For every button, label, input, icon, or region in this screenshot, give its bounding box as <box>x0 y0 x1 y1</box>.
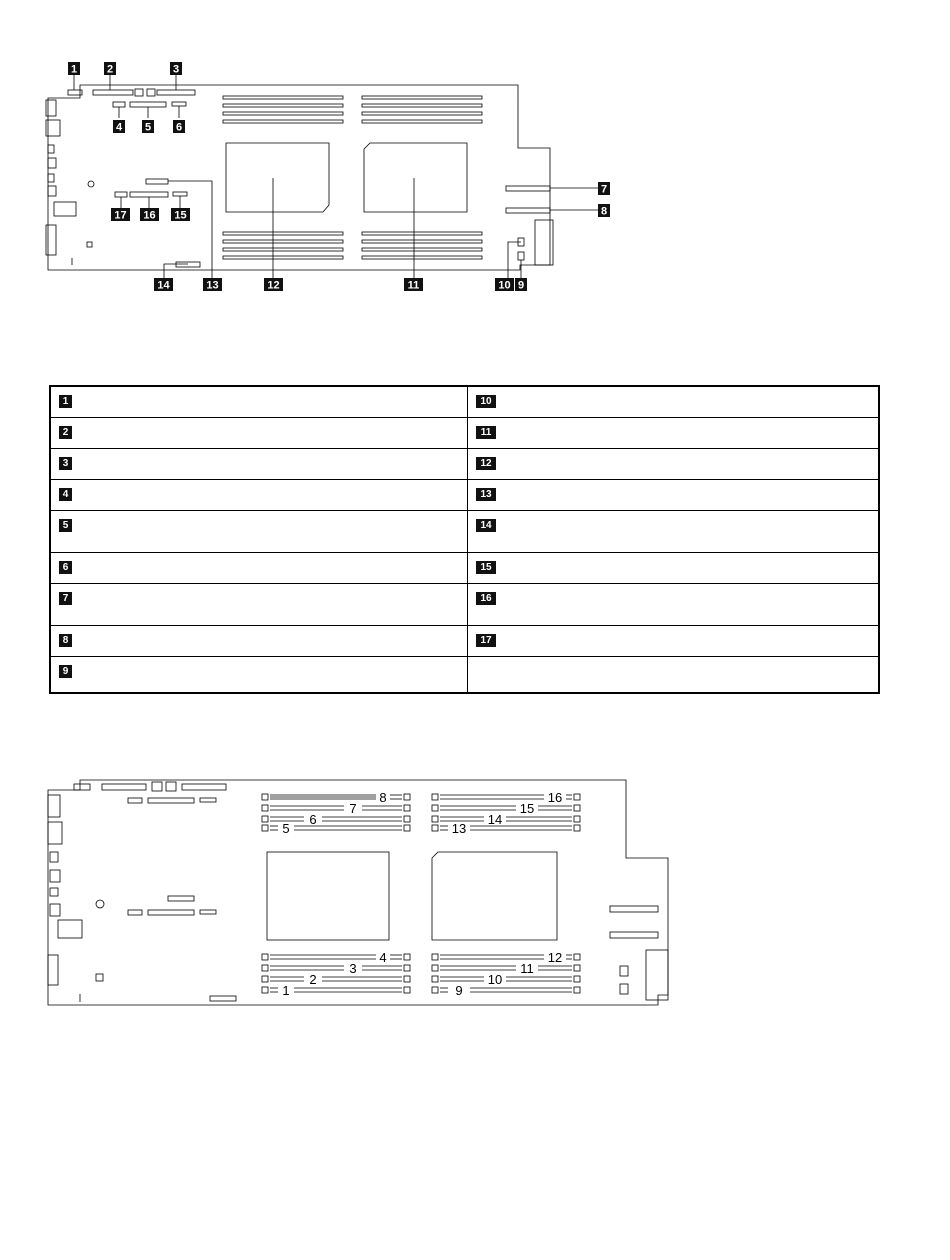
connector-17 <box>115 192 127 197</box>
rear-port <box>48 955 58 985</box>
callout-2 <box>104 62 116 76</box>
callout-17 <box>111 208 130 222</box>
rear-port <box>48 822 62 844</box>
callout-badges <box>68 62 610 292</box>
legend-row-4-left <box>51 480 468 511</box>
rear-port <box>48 795 60 817</box>
callout-13 <box>203 278 222 292</box>
legend-badge: 15 <box>476 561 496 574</box>
callout-16 <box>140 208 159 222</box>
callout-6 <box>173 120 185 134</box>
rear-port <box>58 920 82 938</box>
svg-text:1: 1 <box>70 63 78 76</box>
dimm-label-6: 6 <box>309 812 317 827</box>
screw-hole <box>88 181 94 187</box>
legend-row-5-right <box>468 511 878 553</box>
legend-row-2-right <box>468 418 878 449</box>
connector-5 <box>130 102 166 107</box>
rear-port <box>46 100 56 116</box>
svg-text:16: 16 <box>143 209 156 222</box>
legend-badge: 5 <box>59 519 72 532</box>
dimm-label-7: 7 <box>349 801 357 816</box>
board-outline <box>48 85 550 270</box>
jumper <box>87 242 92 247</box>
legend-badge: 9 <box>59 665 72 678</box>
dimm-slot-11 <box>432 965 580 971</box>
legend-row-6-right <box>468 553 878 584</box>
legend-row-6-left <box>51 553 468 584</box>
dimm-label-5: 5 <box>282 821 290 836</box>
dimm-label-1: 1 <box>282 983 290 998</box>
callout-7 <box>598 182 610 196</box>
processor-socket-2 <box>432 852 557 940</box>
legend-row-8-left <box>51 626 468 657</box>
connector-7 <box>506 186 550 191</box>
legend-badge: 1 <box>59 395 72 408</box>
legend-row-3-left <box>51 449 468 480</box>
legend-badge: 8 <box>59 634 72 647</box>
rear-port <box>50 870 60 882</box>
dimm-slot-3 <box>262 965 410 971</box>
dimm-label-12: 12 <box>547 950 563 965</box>
svg-text:3: 3 <box>172 63 180 76</box>
svg-text:6: 6 <box>175 121 183 134</box>
dimm-label-2: 2 <box>309 972 317 987</box>
legend-badge: 4 <box>59 488 72 501</box>
processor-socket-2 <box>364 143 467 212</box>
legend-badge: 12 <box>476 457 496 470</box>
dimm-label-9: 9 <box>455 983 463 998</box>
legend-badge: 2 <box>59 426 72 439</box>
rear-port <box>48 158 56 168</box>
legend-row-7-left <box>51 584 468 626</box>
svg-text:4: 4 <box>115 121 123 134</box>
svg-text:15: 15 <box>174 209 187 222</box>
legend-row-7-right <box>468 584 878 626</box>
callout-11 <box>404 278 423 292</box>
dimm-bank-top-right <box>362 96 482 123</box>
dimm-slot-10 <box>432 976 580 982</box>
dimm-bank-bottom-left <box>223 232 343 259</box>
callout-5 <box>142 120 154 134</box>
callout-14 <box>154 278 173 292</box>
callout-8 <box>598 204 610 218</box>
legend-row-4-right <box>468 480 878 511</box>
svg-text:12: 12 <box>267 279 280 292</box>
svg-text:7: 7 <box>600 183 608 196</box>
callout-10 <box>495 278 514 292</box>
legend-row-9-right <box>468 657 878 692</box>
rear-port <box>50 888 58 896</box>
callout-4 <box>113 120 125 134</box>
svg-text:2: 2 <box>106 63 114 76</box>
connector-6 <box>172 102 186 106</box>
legend-badge: 10 <box>476 395 496 408</box>
svg-text:5: 5 <box>144 121 152 134</box>
legend-badge: 11 <box>476 426 496 439</box>
rear-port <box>48 145 54 153</box>
connector-16 <box>130 192 168 197</box>
dimm-bank-top-left <box>223 96 343 123</box>
legend-row-1-right <box>468 387 878 418</box>
legend-row-5-left <box>51 511 468 553</box>
legend-badge: 7 <box>59 592 72 605</box>
rear-port <box>48 174 54 182</box>
dimm-slot-4 <box>262 954 410 960</box>
dimm-slot-8 <box>262 794 410 800</box>
processor-socket-1 <box>267 852 389 940</box>
small-chip <box>147 89 155 96</box>
legend-row-9-left <box>51 657 468 692</box>
legend-badge: 17 <box>476 634 496 647</box>
svg-text:9: 9 <box>517 279 525 292</box>
legend-badge: 16 <box>476 592 496 605</box>
dimm-slot-15 <box>432 805 580 811</box>
connector-2 <box>93 90 133 95</box>
small-chip <box>135 89 143 96</box>
rear-port <box>50 852 58 862</box>
connector-3 <box>157 90 195 95</box>
svg-text:8: 8 <box>600 205 608 218</box>
dimm-label-4: 4 <box>379 950 387 965</box>
legend-badge: 13 <box>476 488 496 501</box>
dimm-bank-bottom-right <box>362 232 482 259</box>
dimm-label-10: 10 <box>487 972 503 987</box>
jumper <box>96 974 103 981</box>
connector-9 <box>518 252 524 260</box>
callout-1 <box>68 62 80 76</box>
callout-9 <box>515 278 527 292</box>
legend-badge: 3 <box>59 457 72 470</box>
dimm-slot-2 <box>262 976 410 982</box>
dimm-slot-numbering-diagram <box>40 770 680 1015</box>
dimm-label-13: 13 <box>451 821 467 836</box>
dimm-label-8: 8 <box>379 790 387 805</box>
dimm-slot-7 <box>262 805 410 811</box>
connector-13 <box>146 179 168 184</box>
dimm-label-3: 3 <box>349 961 357 976</box>
legend-row-1-left <box>51 387 468 418</box>
connector-14 <box>176 262 200 267</box>
legend-row-8-right <box>468 626 878 657</box>
connector-15 <box>173 192 187 196</box>
svg-text:11: 11 <box>407 279 420 292</box>
dimm-label-11: 11 <box>520 961 534 976</box>
callout-12 <box>264 278 283 292</box>
callout-legend-table <box>49 385 880 694</box>
connector-8 <box>506 208 550 213</box>
rear-port <box>50 904 60 916</box>
legend-row-2-left <box>51 418 468 449</box>
svg-text:13: 13 <box>206 279 219 292</box>
callout-15 <box>171 208 190 222</box>
processor-socket-1 <box>226 143 329 212</box>
svg-text:17: 17 <box>114 209 127 222</box>
rear-port <box>54 202 76 216</box>
rear-port <box>48 186 56 196</box>
rear-port <box>46 225 56 255</box>
dimm-label-15: 15 <box>519 801 535 816</box>
legend-badge: 14 <box>476 519 496 532</box>
callout-3 <box>170 62 182 76</box>
dimm-label-16: 16 <box>547 790 563 805</box>
svg-text:14: 14 <box>157 279 170 292</box>
connector-4 <box>113 102 125 107</box>
dimm-slot-9 <box>432 987 580 993</box>
system-board-callout-diagram <box>40 50 620 295</box>
dimm-label-14: 14 <box>487 812 503 827</box>
svg-text:10: 10 <box>498 279 511 292</box>
legend-badge: 6 <box>59 561 72 574</box>
legend-row-3-right <box>468 449 878 480</box>
screw-hole <box>96 900 104 908</box>
